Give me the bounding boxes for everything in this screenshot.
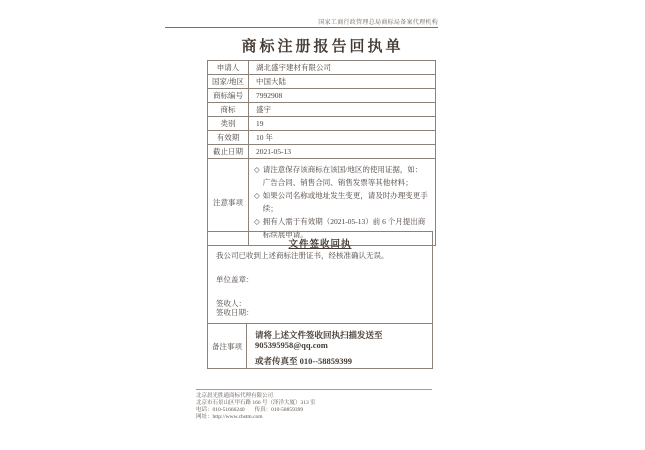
row-value: 湖北盛宇建材有限公司 [256, 63, 331, 72]
agency-fax: 传真：010-58859399 [254, 407, 304, 413]
trademark-info-table [207, 60, 436, 246]
header-divider [165, 27, 438, 28]
table-row-class [208, 117, 435, 131]
row-label: 类别 [208, 117, 249, 130]
note-item [254, 190, 429, 215]
table-row-trademark-number [208, 89, 435, 103]
row-value: 19 [256, 119, 264, 128]
footer-divider [196, 389, 432, 390]
unit-stamp-label: 单位盖章： [216, 275, 254, 284]
receipt-title: 文件签收回执 [288, 240, 352, 250]
row-label: 商标编号 [208, 89, 249, 102]
table-row-validity [208, 131, 435, 145]
receipt-section [207, 231, 433, 369]
agency-phone: 电话：010-51666240 [196, 407, 245, 413]
row-value: 7992908 [256, 91, 283, 100]
note-text: 请注意保存该商标在该国/地区的使用证据，如：广告合同、销售合同、销售发票等其他材料； [262, 165, 423, 187]
row-label: 申请人 [208, 61, 249, 74]
table-row-country [208, 75, 435, 89]
agency-registration-note: 国家工商行政管理总局商标局备案代理机构 [318, 20, 438, 26]
agency-address: 北京市石景山区甲石路 166 号（泽洋大厦）313 室 [196, 400, 316, 406]
receipt-body [208, 232, 432, 324]
row-value: 10 年 [256, 133, 273, 142]
diamond-bullet-icon: ◇ [254, 191, 260, 200]
agency-footer [196, 389, 436, 421]
row-value: 中国大陆 [256, 77, 286, 86]
signer-label: 签收人： [216, 299, 246, 308]
agency-company-name: 北京晨光胜通商标代理有限公司 [196, 393, 274, 399]
remark-label: 备注事项 [208, 324, 247, 368]
remark-content [247, 324, 432, 368]
table-row-expiry-date [208, 145, 435, 159]
row-value: 2021-05-13 [256, 147, 291, 156]
row-label: 国家/地区 [208, 75, 249, 88]
note-text: 如果公司名称或地址发生变更，请及时办理变更手续； [262, 191, 428, 213]
row-value: 盛宇 [256, 105, 271, 114]
agency-contact [196, 407, 436, 414]
table-row-applicant [208, 61, 435, 75]
row-label: 商标 [208, 103, 249, 116]
row-label: 截止日期 [208, 145, 249, 158]
sign-date-label: 签收日期： [216, 308, 254, 317]
agency-website: 网址：http://www.chstm.com [196, 414, 263, 420]
diamond-bullet-icon: ◇ [254, 217, 260, 226]
remark-row [208, 324, 432, 368]
remark-fax-instruction: 或者传真至 010--58859399 [255, 356, 353, 366]
note-text: 拥有人需于有效期（2021-05-13）前 6 个月提出商标续展申请。 [262, 217, 426, 239]
document-title: 商标注册报告回执单 [241, 39, 404, 55]
note-item [254, 164, 429, 189]
row-label: 注意事项 [208, 159, 249, 245]
diamond-bullet-icon: ◇ [254, 165, 260, 174]
remark-scan-instruction: 请将上述文件签收回执扫描发送至 905395958@qq.com [255, 330, 383, 350]
row-label: 有效期 [208, 131, 249, 144]
table-row-trademark-name [208, 103, 435, 117]
receipt-confirmation: 我公司已收到上述商标注册证书，经核准确认无误。 [216, 251, 389, 260]
